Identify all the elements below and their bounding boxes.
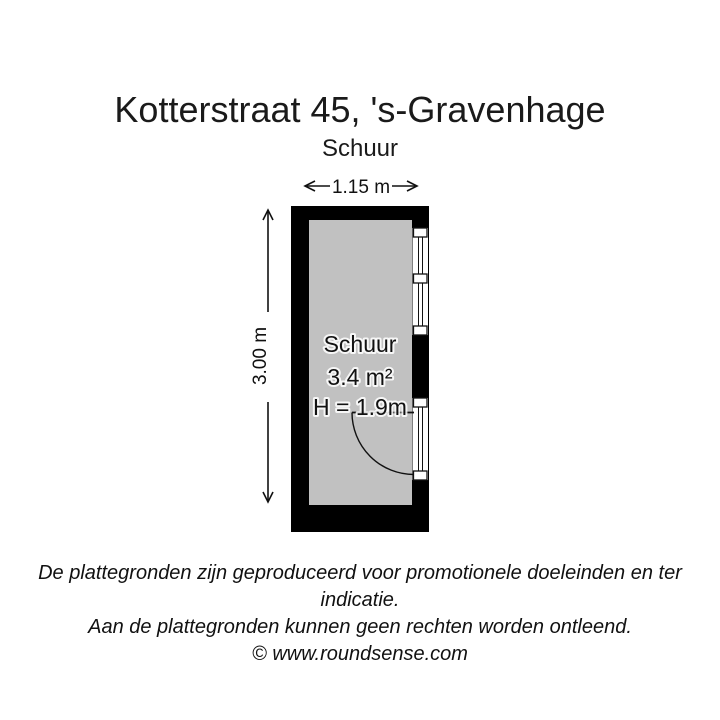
room-area: 3.4 m²: [327, 364, 393, 390]
floor-area: [309, 220, 412, 505]
disclaimer-line-2: Aan de plattegronden kunnen geen rechten worden ontleend.: [88, 616, 632, 638]
door-frame-post: [414, 398, 428, 407]
door-frame-post: [414, 471, 428, 480]
disclaimer-line-1: De plattegronden zijn geproduceerd voor promotionele doeleinden en ter indicatie.: [38, 562, 682, 611]
copyright-line: © www.roundsense.com: [252, 643, 468, 665]
window-icon: [413, 228, 429, 335]
room-ceiling-height: H = 1.9m: [313, 394, 407, 420]
page-title: Kotterstraat 45, 's-Gravenhage: [114, 89, 606, 130]
dimension-width-label: 1.15 m: [331, 177, 391, 198]
window-frame-post: [414, 274, 428, 283]
room-name: Schuur: [323, 331, 397, 357]
door-opening: [413, 398, 429, 480]
dimension-height-label: 3.00 m: [250, 326, 271, 386]
footer-disclaimer: [0, 560, 720, 668]
page-subtitle: Schuur: [321, 135, 399, 162]
window-frame-post: [414, 228, 428, 237]
window-frame-post: [414, 326, 428, 335]
